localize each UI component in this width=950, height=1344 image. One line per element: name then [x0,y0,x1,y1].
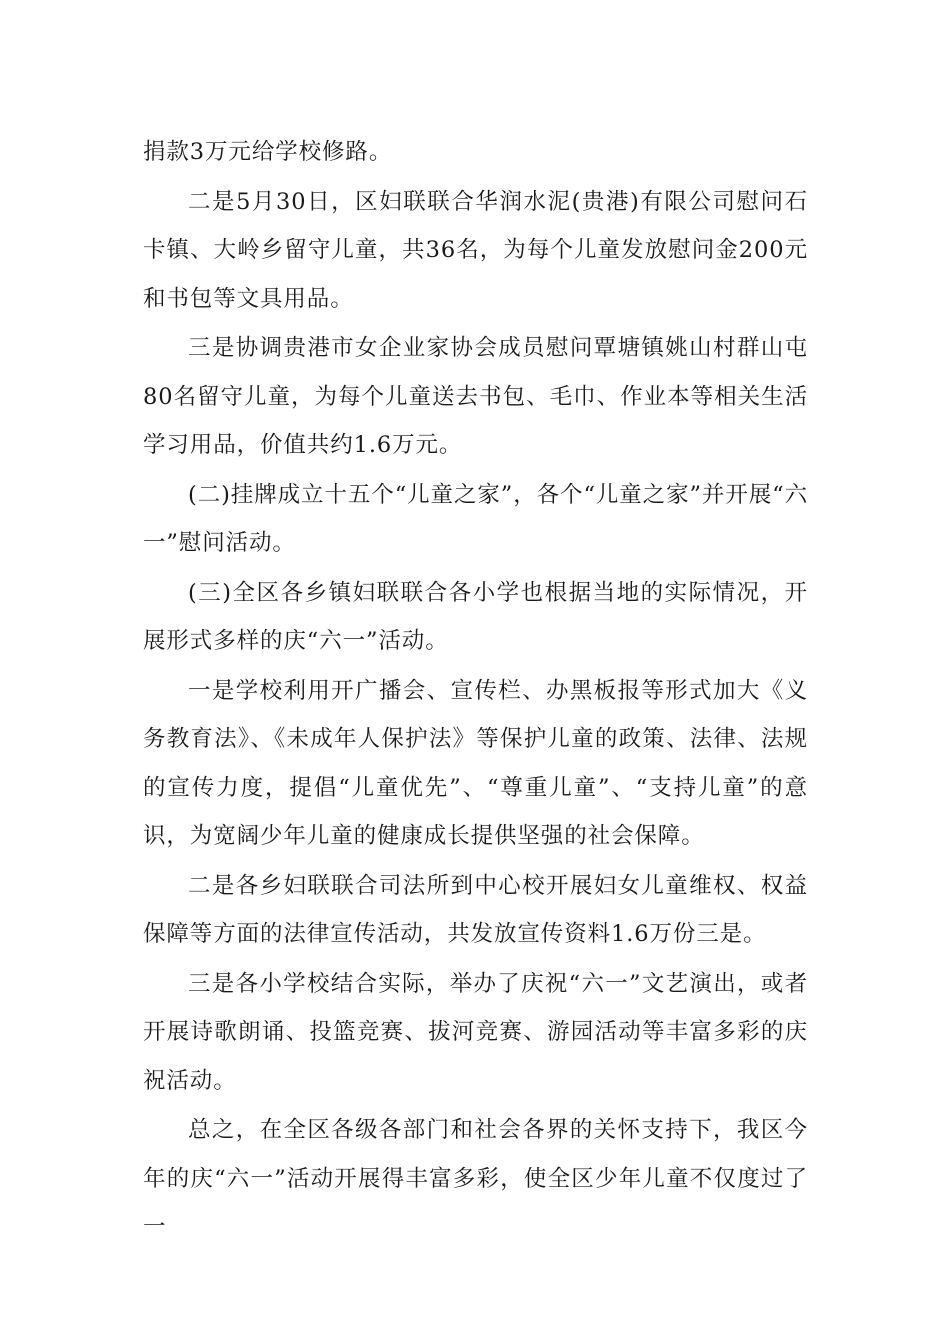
paragraph-7: 二是各乡妇联联合司法所到中心校开展妇女儿童维权、权益保障等方面的法律宣传活动，共发放宣传资料1.6万份三是。 [143,872,808,947]
document-body [143,128,808,1253]
paragraph-6: 一是学校利用开广播会、宣传栏、办黑板报等形式加大《义务教育法》、《未成年人保护法》等保护儿童的政策、法律、法规的宣传力度，提倡“儿童优先”、“尊重儿童”、“支持儿童”的意识，为宽阔少年儿童的健康成长提供坚强的社会保障。 [143,677,808,849]
paragraph-3: 三是协调贵港市女企业家协会成员慰问覃塘镇姚山村群山屯80名留守儿童，为每个儿童送去书包、毛巾、作业本等相关生活学习用品，价值共约1.6万元。 [143,335,808,458]
paragraph-2: 二是5月30日，区妇联联合华润水泥(贵港)有限公司慰问石卡镇、大岭乡留守儿童，共36名，为每个儿童发放慰问金200元和书包等文具用品。 [143,188,808,312]
paragraph-8: 三是各小学校结合实际，举办了庆祝“六一”文艺演出，或者开展诗歌朗诵、投篮竞赛、拔河竞赛、游园活动等丰富多彩的庆祝活动。 [143,970,808,1094]
paragraph-1: 捐款3万元给学校修路。 [143,139,393,165]
paragraph-5: (三)全区各乡镇妇联联合各小学也根据当地的实际情况，开展形式多样的庆“六一”活动。 [143,579,808,654]
paragraph-9: 总之，在全区各级各部门和社会各界的关怀支持下，我区今年的庆“六一”活动开展得丰富多彩，使全区少年儿童不仅度过了一 [143,1117,808,1240]
paragraph-4: (二)挂牌成立十五个“儿童之家”，各个“儿童之家”并开展“六一”慰问活动。 [143,481,808,556]
